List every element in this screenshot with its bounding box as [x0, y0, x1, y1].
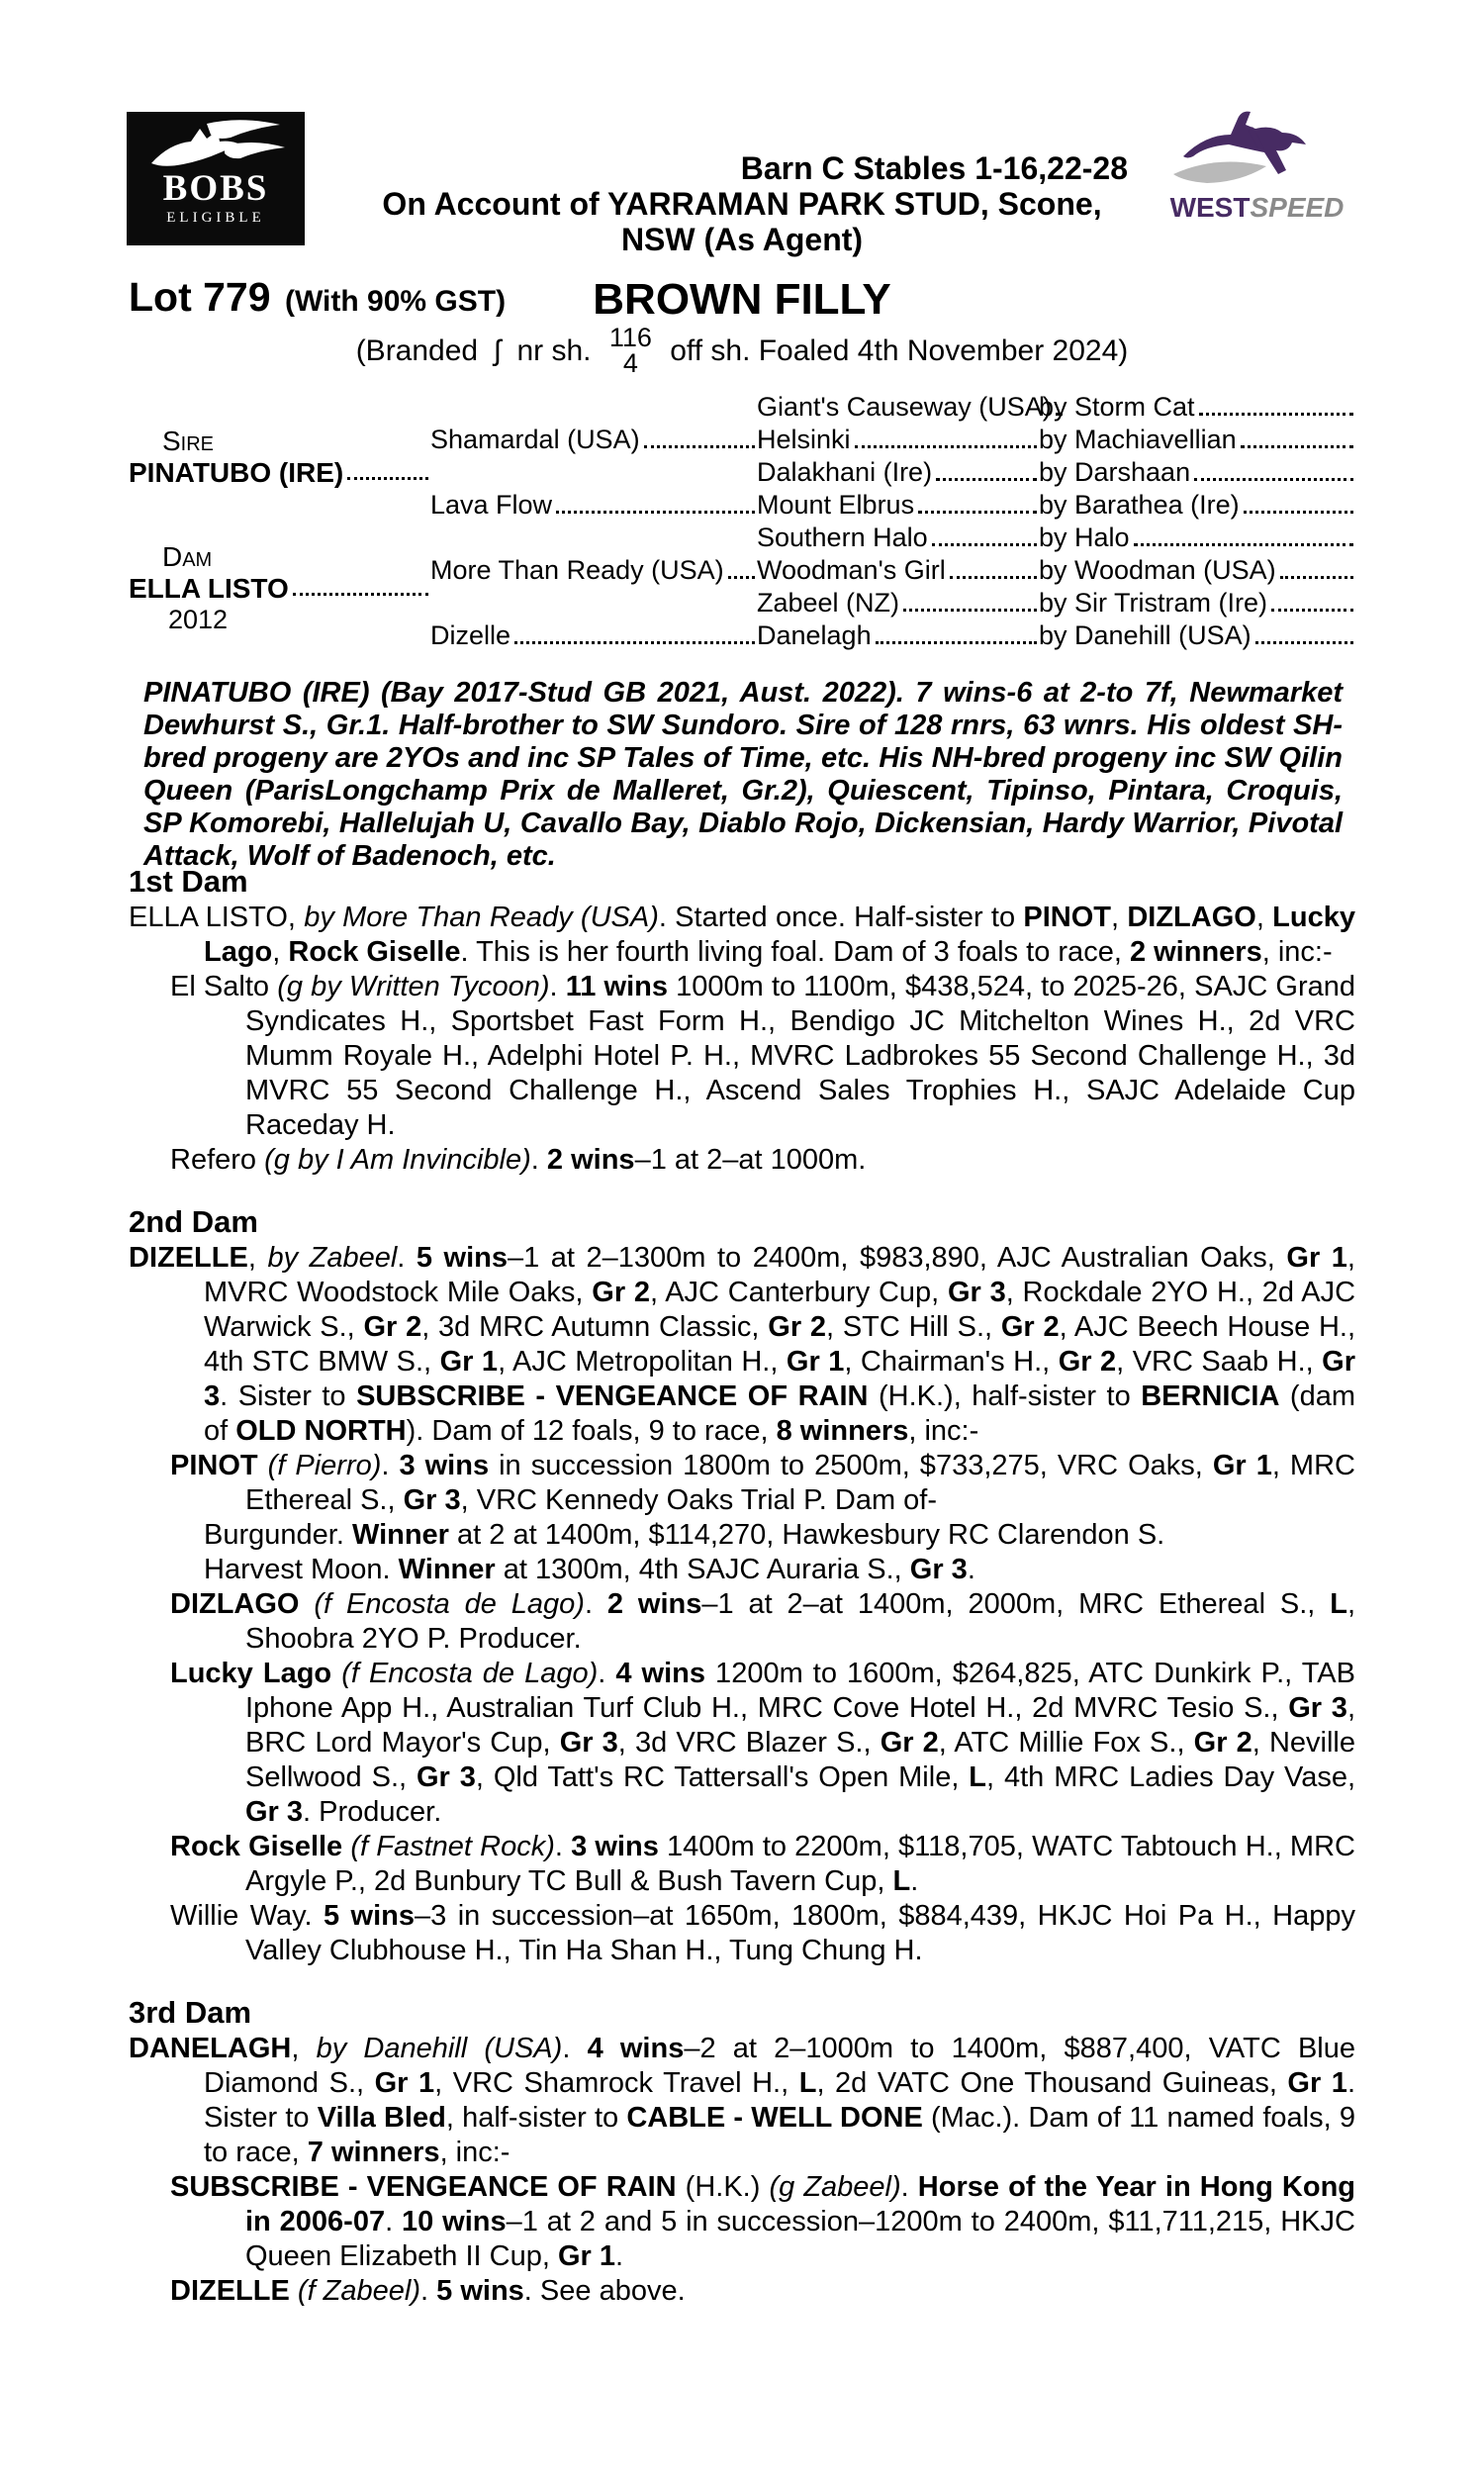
westspeed-logo-text: [1156, 192, 1358, 224]
dot-leader: [347, 477, 428, 480]
parent-dam-dam: Dizelle: [430, 588, 757, 653]
dot-leader: [556, 511, 755, 514]
dot-leader: [855, 445, 1037, 448]
dam-label: Dam: [162, 540, 213, 572]
dot-leader: [293, 593, 428, 596]
account-line-2: NSW (As Agent): [620, 222, 864, 257]
foal-paragraph: Willie Way. 5 wins–3 in succession–at 1650m, 1800m, $884,439, HKJC Hoi Pa H., Happy Valley Clubhouse H., Tin Ha Shan H., Tung Chung H.: [170, 1900, 1355, 1966]
parent-sire-sire: Shamardal (USA): [430, 392, 757, 457]
great-grandsire: by Darshaan: [1039, 457, 1355, 490]
dam-paragraph: DIZELLE, by Zabeel. 5 wins–1 at 2–1300m to 2400m, $983,890, AJC Australian Oaks, Gr 1, MVRC Woodstock Mile Oaks, Gr 2, AJC Canterbury Cup, Gr 3, Rockdale 2YO H., 2d AJC Warwick S., Gr 2, 3d MRC Autumn Classic, Gr 2, STC Hill S., Gr 2, AJC Beech House H., 4th STC BMW S., Gr 1, AJC Metropolitan H., Gr 1, Chairman's H., Gr 2, VRC Saab H., Gr 3. Sister to SUBSCRIBE - VENGEANCE OF RAIN (H.K.), half-sister to BERNICIA (dam of OLD NORTH). Dam of 12 foals, 9 to race, 8 winners, inc:-: [129, 1242, 1356, 1447]
dot-leader: [1244, 511, 1353, 514]
foal-paragraph: Rock Giselle (f Fastnet Rock). 3 wins 1400m to 2200m, $118,705, WATC Tabtouch H., MRC Argyle P., 2d Bunbury TC Bull & Bush Tavern Cup, L.: [170, 1831, 1355, 1897]
branding-prefix: (Branded: [355, 333, 479, 367]
dot-leader: [728, 576, 755, 579]
dot-leader: [1271, 609, 1353, 612]
lot-gst-note: (With 90% GST): [285, 285, 507, 318]
grandparent-name: Zabeel (NZ): [757, 588, 1039, 620]
dot-leader: [1134, 543, 1353, 546]
westspeed-west-label: WEST: [1169, 192, 1251, 223]
pedigree-table: [129, 392, 1355, 653]
great-grandsire: by Storm Cat: [1039, 392, 1355, 425]
barn-line: Barn C Stables 1-16,22-28: [740, 150, 1128, 186]
bobs-horse-icon: [141, 120, 290, 171]
section-heading: 2nd Dam: [129, 1204, 258, 1239]
dot-leader: [1194, 478, 1353, 481]
sire-label: Sire: [162, 426, 215, 456]
grandparent-name: Danelagh: [757, 620, 1039, 653]
dot-leader: [644, 445, 755, 448]
great-grandsire: by Danehill (USA): [1039, 620, 1355, 653]
dot-leader: [903, 609, 1037, 612]
lot-title: BROWN FILLY: [593, 275, 891, 324]
dot-leader: [1280, 576, 1353, 579]
foal-paragraph: Lucky Lago (f Encosta de Lago). 4 wins 1200m to 1600m, $264,825, ATC Dunkirk P., TAB Iphone App H., Australian Turf Club H., MRC Cove Hotel H., 2d MVRC Tesio S., Gr 3, BRC Lord Mayor's Cup, Gr 3, 3d VRC Blazer S., Gr 2, ATC Millie Fox S., Gr 2, Neville Sellwood S., Gr 3, Qld Tatt's RC Tattersall's Open Mile, L, 4th MRC Ladies Day Vase, Gr 3. Producer.: [170, 1658, 1356, 1828]
foal-paragraph: El Salto (g by Written Tycoon). 11 wins 1000m to 1100m, $438,524, to 2025-26, SAJC Grand Syndicates H., Sportsbet Fast Form H., Bendigo JC Mitchelton Wines H., 2d VRC Mumm Royale H., Adelphi Hotel P. H., MVRC Ladbrokes 55 Second Challenge H., 3d MVRC 55 Second Challenge H., Ascend Sales Trophies H., SAJC Adelaide Cup Raceday H.: [170, 971, 1356, 1141]
section-3rd-dam: [129, 1994, 1355, 2309]
foal-paragraph: Refero (g by I Am Invincible). 2 wins–1 at 2–at 1000m.: [170, 1144, 867, 1176]
dot-leader: [918, 511, 1037, 514]
great-grandsire: by Woodman (USA): [1039, 555, 1355, 588]
section-1st-dam: [129, 863, 1355, 1178]
great-grandsire: by Halo: [1039, 523, 1355, 555]
foal-paragraph: PINOT (f Pierro). 3 wins in succession 1800m to 2500m, $733,275, VRC Oaks, Gr 1, MRC Ethereal S., Gr 3, VRC Kennedy Oaks Trial P. Dam of-: [170, 1450, 1355, 1516]
grandparent-name: Mount Elbrus: [757, 490, 1039, 523]
dam-block: [129, 523, 430, 653]
section-2nd-dam: [129, 1203, 1355, 1968]
great-grandsire: by Barathea (Ire): [1039, 490, 1355, 523]
foal-paragraph: SUBSCRIBE - VENGEANCE OF RAIN (H.K.) (g Zabeel). Horse of the Year in Hong Kong in 2006-07. 10 wins–1 at 2 and 5 in succession–1200m to 2400m, $11,711,215, HKJC Queen Elizabeth II Cup, Gr 1.: [170, 2171, 1355, 2272]
grandparent-name: Helsinki: [757, 425, 1039, 457]
sire-summary-paragraph: PINATUBO (IRE) (Bay 2017-Stud GB 2021, Aust. 2022). 7 wins-6 at 2-to 7f, Newmarket Dewhurst S., Gr.1. Half-brother to SW Sundoro. Sire of 128 rnrs, 63 wnrs. His oldest SH-bred progeny are 2YOs and inc SP Tales of Time, etc. His NH-bred progeny inc SW Qilin Queen (ParisLongchamp Prix de Malleret, Gr.2), Quiescent, Tipinso, Pintara, Croquis, SP Komorebi, Hallelujah U, Cavallo Bay, Diablo Rojo, Dickensian, Hardy Warrior, Pivotal Attack, Wolf of Badenoch, etc.: [143, 677, 1343, 872]
dot-leader: [876, 641, 1037, 644]
dot-leader: [932, 543, 1037, 546]
grandparent-name: Woodman's Girl: [757, 555, 1039, 588]
branding-line: [129, 323, 1355, 378]
sire-block: [129, 392, 430, 523]
vendor-header: [356, 150, 1128, 257]
westspeed-logo: [1156, 97, 1358, 224]
grandparent-name: Giant's Causeway (USA): [757, 392, 1039, 425]
dam-paragraph: DANELAGH, by Danehill (USA). 4 wins–2 at 2–1000m to 1400m, $887,400, VATC Blue Diamond S., Gr 1, VRC Shamrock Travel H., L, 2d VATC One Thousand Guineas, Gr 1. Sister to Villa Bled, half-sister to CABLE - WELL DONE (Mac.). Dam of 11 named foals, 9 to race, 7 winners, inc:-: [129, 2033, 1356, 2168]
dot-leader: [1199, 413, 1353, 416]
brand-symbol-icon: ʃ: [494, 333, 502, 367]
dot-leader: [1255, 641, 1353, 644]
account-line: On Account of YARRAMAN PARK STUD, Scone,: [382, 186, 1102, 222]
westspeed-speed-label: SPEED: [1250, 192, 1345, 223]
dot-leader: [1241, 445, 1353, 448]
foal-paragraph: DIZELLE (f Zabeel). 5 wins. See above.: [170, 2275, 686, 2307]
dam-name: ELLA LISTO: [129, 572, 430, 605]
great-grandsire: by Machiavellian: [1039, 425, 1355, 457]
brand-number-bottom: 4: [622, 348, 638, 378]
grandparent-name: Dalakhani (Ire): [757, 457, 1039, 490]
lot-row: [129, 273, 1355, 325]
brand-number-top: 116: [608, 323, 652, 352]
section-heading: 1st Dam: [129, 864, 248, 899]
parent-dam-sire: More Than Ready (USA): [430, 523, 757, 588]
bobs-logo-title: BOBS: [162, 168, 269, 209]
section-heading: 3rd Dam: [129, 1995, 252, 2030]
parent-sire-dam: Lava Flow: [430, 457, 757, 523]
brand-number: [609, 325, 652, 376]
dot-leader: [936, 478, 1037, 481]
subfoal-paragraph: Harvest Moon. Winner at 1300m, 4th SAJC Auraria S., Gr 3.: [204, 1554, 975, 1585]
subfoal-paragraph: Burgunder. Winner at 2 at 1400m, $114,270, Hawkesbury RC Clarendon S.: [204, 1519, 1165, 1551]
dam-year: 2012: [168, 604, 229, 634]
bobs-eligible-logo: [127, 112, 305, 245]
bobs-logo-subtitle: ELIGIBLE: [166, 210, 265, 226]
dot-leader: [950, 576, 1037, 579]
dot-leader: [514, 641, 755, 644]
grandparent-name: Southern Halo: [757, 523, 1039, 555]
produce-record: [129, 863, 1355, 2309]
westspeed-horse-icon: [1165, 97, 1348, 196]
great-grandsire: by Sir Tristram (Ire): [1039, 588, 1355, 620]
branding-suffix: off sh. Foaled 4th November 2024): [670, 333, 1129, 367]
sire-name: PINATUBO (IRE): [129, 456, 430, 489]
dam-paragraph: ELLA LISTO, by More Than Ready (USA). Started once. Half-sister to PINOT, DIZLAGO, Lucky Lago, Rock Giselle. This is her fourth living foal. Dam of 3 foals to race, 2 winners, inc:-: [129, 902, 1355, 968]
foal-paragraph: DIZLAGO (f Encosta de Lago). 2 wins–1 at 2–at 1400m, 2000m, MRC Ethereal S., L, Shoobra 2YO P. Producer.: [170, 1588, 1355, 1655]
branding-near-shoulder: nr sh.: [516, 333, 592, 367]
lot-number: Lot 779: [129, 274, 271, 320]
